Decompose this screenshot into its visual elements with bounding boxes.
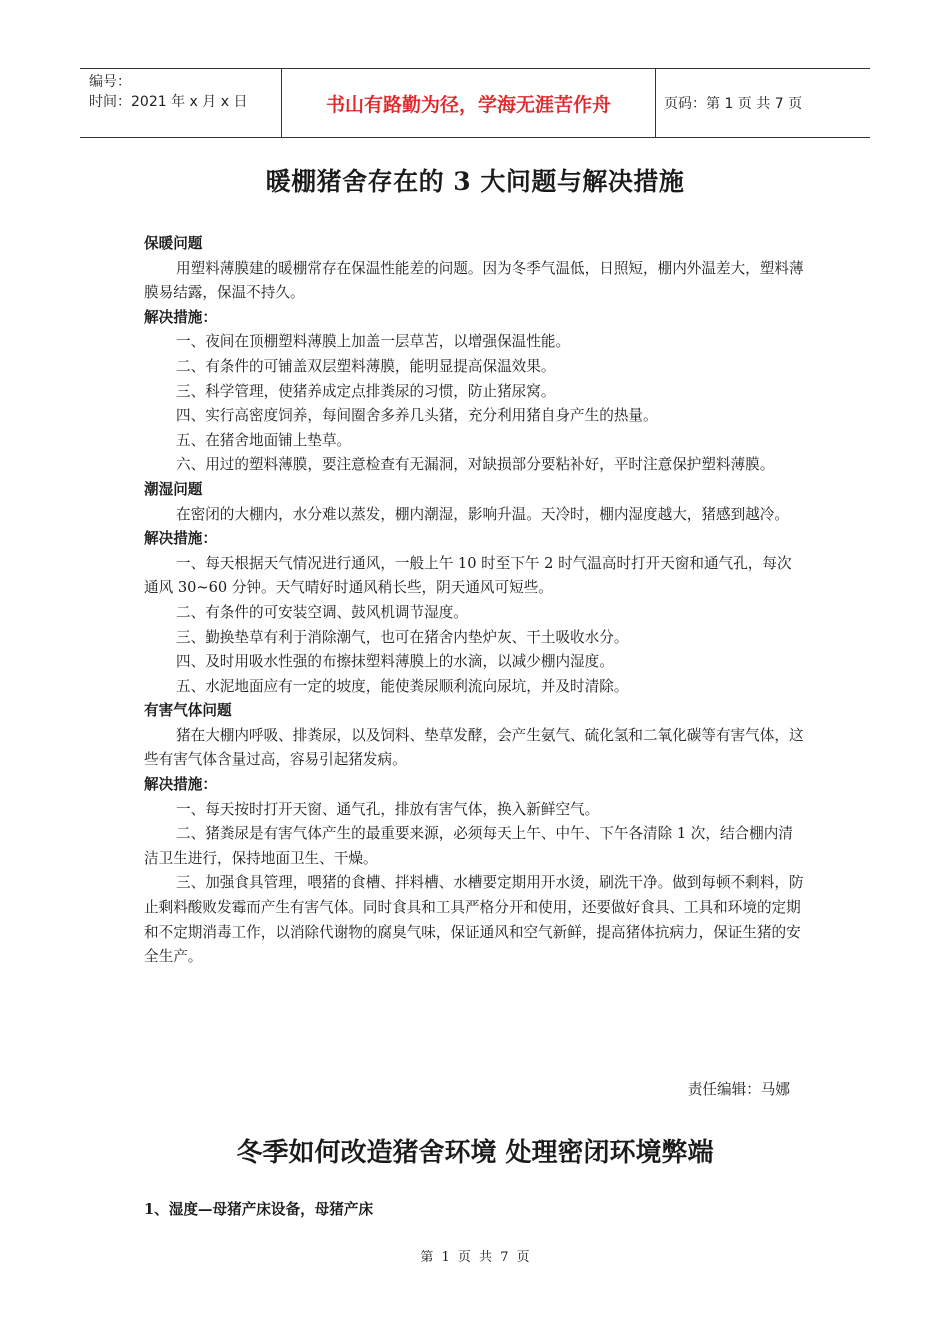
body-paragraph: 三、勤换垫草有利于消除潮气，也可在猪舍内垫炉灰、干土吸收水分。 [176,628,629,646]
body-paragraph: 猪在大棚内呼吸、排粪尿，以及饲料、垫草发酵，会产生氨气、硫化氢和二氧化碳等有害气体，这些有害气体含量过高，容易引起猪发病。 [144,726,804,769]
section-heading: 有害气体问题 [144,702,232,720]
page-header [80,68,870,138]
header-page-info: 页码：第 1 页 共 7 页 [664,96,803,112]
body-paragraph: 三、加强食具管理，喂猪的食槽、拌料槽、水槽要定期用开水烫，刷洗干净。做到每顿不剩料，防止剩料酸败发霉而产生有害气体。同时食具和工具严格分开和使用，还要做好食具、工具和环境的定期和不定期消毒工作，以消除代谢物的腐臭气味，保证通风和空气新鲜，提高猪体抗病力，保证生猪的安全生产。 [144,874,804,966]
body-paragraph: 四、实行高密度饲养，每间圈舍多养几头猪，充分利用猪自身产生的热量。 [176,407,658,425]
body-paragraph: 一、夜间在顶棚塑料薄膜上加盖一层草苫，以增强保温性能。 [176,333,571,351]
body-paragraph: 五、在猪舍地面铺上垫草。 [176,431,352,449]
body-paragraph: 二、有条件的可铺盖双层塑料薄膜，能明显提高保温效果。 [176,357,556,375]
article-body [144,232,806,970]
body-paragraph: 二、有条件的可安装空调、鼓风机调节湿度。 [176,603,468,621]
document-number: 编号： [89,74,131,90]
body-paragraph: 四、及时用吸水性强的布擦抹塑料薄膜上的水滴，以减少棚内湿度。 [176,653,614,671]
body-paragraph: 一、每天根据天气情况进行通风，一般上午 10 时至下午 2 时气温高时打开天窗和通气孔，每次通风 30~60 分钟。天气晴好时通风稍长些，阴天通风可短些。 [144,554,792,597]
editor-credit: 责任编辑：马娜 [687,1081,790,1098]
body-paragraph: 一、每天按时打开天窗、通气孔，排放有害气体，换入新鲜空气。 [176,800,600,818]
section-heading: 潮湿问题 [144,480,203,498]
section-heading: 解决措施： [144,530,217,548]
article-title: 暖棚猪舍存在的 3 大问题与解决措施 [265,167,685,196]
second-article-title: 冬季如何改造猪舍环境 处理密闭环境弊端 [236,1138,714,1168]
body-paragraph: 用塑料薄膜建的暖棚常存在保温性能差的问题。因为冬季气温低，日照短，棚内外温差大，塑料薄膜易结露，保温不持久。 [144,259,804,302]
section-heading: 解决措施： [144,308,217,326]
body-paragraph: 二、猪粪尿是有害气体产生的最重要来源，必须每天上午、中午、下午各清除 1 次，结合棚内清洁卫生进行，保持地面卫生、干燥。 [144,825,793,867]
body-paragraph: 五、水泥地面应有一定的坡度，能使粪尿顺利流向尿坑，并及时清除。 [176,677,629,695]
body-paragraph: 三、科学管理，使猪养成定点排粪尿的习惯，防止猪尿窝。 [176,382,556,400]
header-motto: 书山有路勤为径，学海无涯苦作舟 [281,69,656,137]
body-paragraph: 六、用过的塑料薄膜，要注意检查有无漏洞，对缺损部分要粘补好，平时注意保护塑料薄膜。 [176,456,775,474]
second-article-subheading: 1、湿度—母猪产床设备，母猪产床 [144,1201,374,1218]
body-paragraph: 在密闭的大棚内，水分难以蒸发，棚内潮湿，影响升温。天冷时，棚内湿度越大，猪感到越冷。 [176,505,789,523]
section-heading: 解决措施： [144,776,217,794]
section-heading: 保暖问题 [144,235,203,252]
page-footer: 第 1 页 共 7 页 [420,1250,530,1265]
document-date: 时间：2021 年 x 月 x 日 [89,94,248,110]
header-meta [80,69,281,137]
